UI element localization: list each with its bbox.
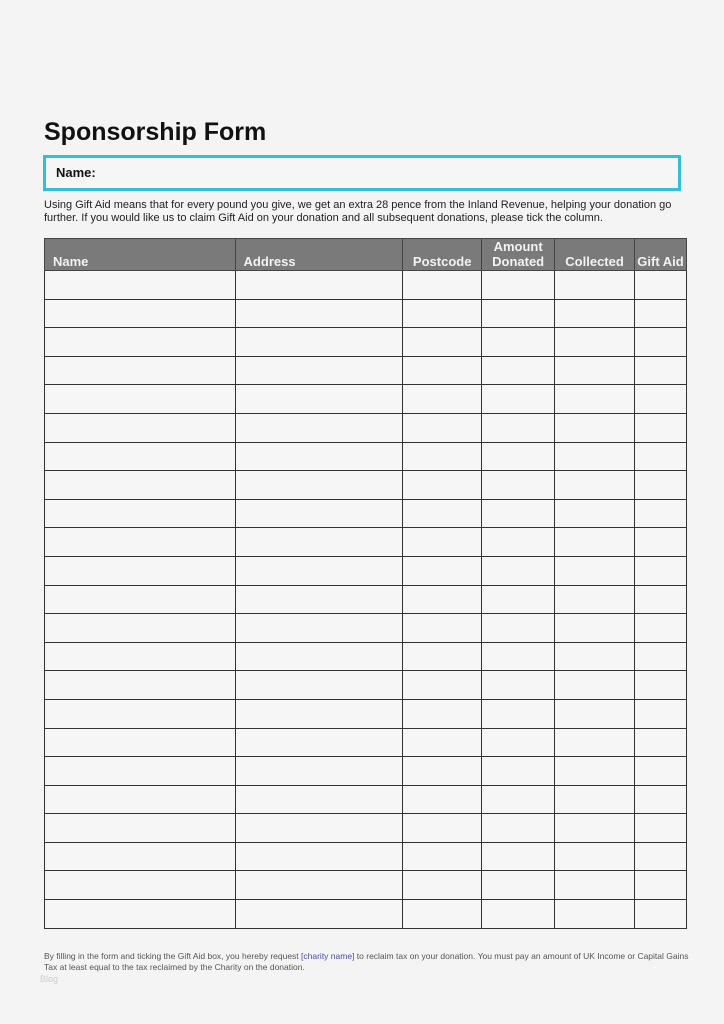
table-cell[interactable] xyxy=(635,385,687,414)
table-cell[interactable] xyxy=(555,328,635,357)
table-cell[interactable] xyxy=(235,471,403,500)
table-cell[interactable] xyxy=(235,556,403,585)
col-gift-aid: Gift Aid xyxy=(635,239,687,271)
table-cell[interactable] xyxy=(555,385,635,414)
table-cell[interactable] xyxy=(555,614,635,643)
table-cell[interactable] xyxy=(235,299,403,328)
table-cell[interactable] xyxy=(482,585,555,614)
footer-text-end: to reclaim tax on your donation. You must pay an amount of UK Income or Capital Gains Tax at least equal to the tax reclaimed by the Charity on the donation. xyxy=(44,951,689,972)
table-cell[interactable] xyxy=(555,299,635,328)
table-cell[interactable] xyxy=(235,614,403,643)
sponsorship-table xyxy=(44,238,687,929)
table-cell[interactable] xyxy=(403,842,482,871)
table-cell[interactable] xyxy=(555,728,635,757)
table-row xyxy=(45,728,687,757)
table-cell[interactable] xyxy=(235,699,403,728)
table-cell[interactable] xyxy=(403,642,482,671)
table-cell[interactable] xyxy=(235,671,403,700)
table-cell[interactable] xyxy=(555,356,635,385)
table-cell[interactable] xyxy=(45,785,236,814)
table-cell[interactable] xyxy=(45,442,236,471)
table-cell[interactable] xyxy=(45,728,236,757)
table-cell[interactable] xyxy=(403,499,482,528)
table-cell[interactable] xyxy=(403,442,482,471)
table-cell[interactable] xyxy=(482,814,555,843)
table-cell[interactable] xyxy=(635,871,687,900)
table-row xyxy=(45,356,687,385)
table-cell[interactable] xyxy=(403,413,482,442)
table-row xyxy=(45,413,687,442)
table-cell[interactable] xyxy=(482,699,555,728)
table-cell[interactable] xyxy=(45,328,236,357)
table-cell[interactable] xyxy=(235,385,403,414)
table-cell[interactable] xyxy=(555,413,635,442)
table-cell[interactable] xyxy=(403,471,482,500)
table-cell[interactable] xyxy=(635,642,687,671)
table-cell[interactable] xyxy=(235,528,403,557)
table-cell[interactable] xyxy=(403,299,482,328)
table-cell[interactable] xyxy=(45,871,236,900)
table-cell[interactable] xyxy=(555,471,635,500)
table-cell[interactable] xyxy=(635,528,687,557)
table-cell[interactable] xyxy=(45,499,236,528)
table-cell[interactable] xyxy=(45,299,236,328)
table-cell[interactable] xyxy=(45,356,236,385)
table-cell[interactable] xyxy=(635,842,687,871)
table-cell[interactable] xyxy=(403,728,482,757)
table-cell[interactable] xyxy=(635,356,687,385)
table-cell[interactable] xyxy=(235,814,403,843)
table-cell[interactable] xyxy=(555,671,635,700)
table-cell[interactable] xyxy=(235,585,403,614)
table-cell[interactable] xyxy=(403,757,482,786)
table-cell[interactable] xyxy=(403,556,482,585)
table-cell[interactable] xyxy=(482,271,555,300)
table-cell[interactable] xyxy=(555,900,635,929)
table-cell[interactable] xyxy=(482,614,555,643)
table-row xyxy=(45,385,687,414)
table-cell[interactable] xyxy=(482,728,555,757)
table-cell[interactable] xyxy=(555,271,635,300)
table-cell[interactable] xyxy=(555,528,635,557)
table-cell[interactable] xyxy=(635,328,687,357)
table-cell[interactable] xyxy=(635,814,687,843)
table-row xyxy=(45,785,687,814)
table-cell[interactable] xyxy=(635,614,687,643)
table-cell[interactable] xyxy=(482,785,555,814)
table-cell[interactable] xyxy=(635,699,687,728)
table-cell[interactable] xyxy=(555,442,635,471)
table-cell[interactable] xyxy=(403,671,482,700)
table-cell[interactable] xyxy=(635,900,687,929)
table-cell[interactable] xyxy=(482,471,555,500)
table-cell[interactable] xyxy=(482,900,555,929)
table-cell[interactable] xyxy=(555,556,635,585)
table-cell[interactable] xyxy=(482,356,555,385)
table-cell[interactable] xyxy=(482,528,555,557)
table-row xyxy=(45,614,687,643)
table-row xyxy=(45,699,687,728)
table-row xyxy=(45,442,687,471)
table-cell[interactable] xyxy=(635,728,687,757)
table-cell[interactable] xyxy=(403,385,482,414)
table-cell[interactable] xyxy=(482,671,555,700)
table-row xyxy=(45,814,687,843)
table-cell[interactable] xyxy=(45,556,236,585)
table-cell[interactable] xyxy=(235,356,403,385)
table-cell[interactable] xyxy=(555,699,635,728)
col-collected: Collected xyxy=(555,239,635,271)
table-cell[interactable] xyxy=(403,900,482,929)
name-field[interactable] xyxy=(43,155,681,191)
table-row xyxy=(45,271,687,300)
table-cell[interactable] xyxy=(235,728,403,757)
table-cell[interactable] xyxy=(235,499,403,528)
table-cell[interactable] xyxy=(635,757,687,786)
table-cell[interactable] xyxy=(45,814,236,843)
table-cell[interactable] xyxy=(482,642,555,671)
table-cell[interactable] xyxy=(482,871,555,900)
table-cell[interactable] xyxy=(45,757,236,786)
table-cell[interactable] xyxy=(235,442,403,471)
table-row xyxy=(45,585,687,614)
table-cell[interactable] xyxy=(555,842,635,871)
col-name: Name xyxy=(45,239,236,271)
name-label: Name: xyxy=(56,165,96,180)
table-cell[interactable] xyxy=(45,385,236,414)
table-cell[interactable] xyxy=(45,585,236,614)
footer-text: By filling in the form and ticking the Gift Aid box, you hereby request xyxy=(44,951,302,961)
table-cell[interactable] xyxy=(45,413,236,442)
charity-name-placeholder: [charity name] xyxy=(301,951,355,961)
table-cell[interactable] xyxy=(403,814,482,843)
table-row xyxy=(45,556,687,585)
table-cell[interactable] xyxy=(635,585,687,614)
table-cell[interactable] xyxy=(45,271,236,300)
table-row xyxy=(45,757,687,786)
table-cell[interactable] xyxy=(403,356,482,385)
col-postcode: Postcode xyxy=(403,239,482,271)
table-row xyxy=(45,671,687,700)
page-title: Sponsorship Form xyxy=(44,118,267,146)
watermark: Blog xyxy=(40,974,59,984)
table-row xyxy=(45,842,687,871)
table-cell[interactable] xyxy=(403,699,482,728)
table-row xyxy=(45,900,687,929)
table-cell[interactable] xyxy=(45,699,236,728)
table-cell[interactable] xyxy=(635,671,687,700)
table-cell[interactable] xyxy=(45,528,236,557)
table-row xyxy=(45,328,687,357)
table-cell[interactable] xyxy=(45,471,236,500)
table-cell[interactable] xyxy=(403,871,482,900)
gift-aid-intro: Using Gift Aid means that for every pound you give, we get an extra 28 pence from the Inland Revenue, helping your donation go further. If you would like us to claim Gift Aid on your donation and all subsequent donations, please tick the column. xyxy=(44,199,672,224)
table-row xyxy=(45,871,687,900)
table-cell[interactable] xyxy=(635,471,687,500)
table-cell[interactable] xyxy=(45,614,236,643)
table-cell[interactable] xyxy=(635,442,687,471)
col-amount-donated: Amount Donated xyxy=(482,239,555,271)
table-cell[interactable] xyxy=(235,271,403,300)
table-cell[interactable] xyxy=(235,757,403,786)
table-cell[interactable] xyxy=(555,871,635,900)
table-row xyxy=(45,642,687,671)
table-cell[interactable] xyxy=(235,642,403,671)
table-cell[interactable] xyxy=(235,871,403,900)
table-cell[interactable] xyxy=(482,757,555,786)
footer-declaration xyxy=(44,951,694,973)
table-row xyxy=(45,299,687,328)
table-cell[interactable] xyxy=(635,413,687,442)
table-cell[interactable] xyxy=(635,785,687,814)
table-row xyxy=(45,471,687,500)
table-cell[interactable] xyxy=(555,814,635,843)
table-cell[interactable] xyxy=(635,299,687,328)
table-cell[interactable] xyxy=(235,842,403,871)
table-cell[interactable] xyxy=(45,842,236,871)
table-cell[interactable] xyxy=(555,642,635,671)
table-cell[interactable] xyxy=(482,499,555,528)
table-cell[interactable] xyxy=(235,328,403,357)
table-cell[interactable] xyxy=(555,499,635,528)
table-cell[interactable] xyxy=(403,614,482,643)
table-cell[interactable] xyxy=(482,442,555,471)
table-cell[interactable] xyxy=(45,900,236,929)
table-row xyxy=(45,499,687,528)
table-cell[interactable] xyxy=(235,785,403,814)
table-cell[interactable] xyxy=(482,556,555,585)
col-address: Address xyxy=(235,239,403,271)
table-cell[interactable] xyxy=(403,528,482,557)
table-cell[interactable] xyxy=(635,556,687,585)
table-cell[interactable] xyxy=(482,842,555,871)
table-cell[interactable] xyxy=(482,385,555,414)
table-cell[interactable] xyxy=(555,585,635,614)
table-cell[interactable] xyxy=(235,413,403,442)
table-row xyxy=(45,528,687,557)
table-cell[interactable] xyxy=(555,785,635,814)
table-cell[interactable] xyxy=(555,757,635,786)
table-cell[interactable] xyxy=(403,785,482,814)
table-cell[interactable] xyxy=(45,671,236,700)
table-cell[interactable] xyxy=(635,271,687,300)
table-cell[interactable] xyxy=(482,299,555,328)
table-cell[interactable] xyxy=(45,642,236,671)
table-cell[interactable] xyxy=(403,585,482,614)
table-cell[interactable] xyxy=(482,413,555,442)
table-cell[interactable] xyxy=(482,328,555,357)
table-cell[interactable] xyxy=(235,900,403,929)
table-cell[interactable] xyxy=(403,271,482,300)
table-cell[interactable] xyxy=(403,328,482,357)
table-cell[interactable] xyxy=(635,499,687,528)
